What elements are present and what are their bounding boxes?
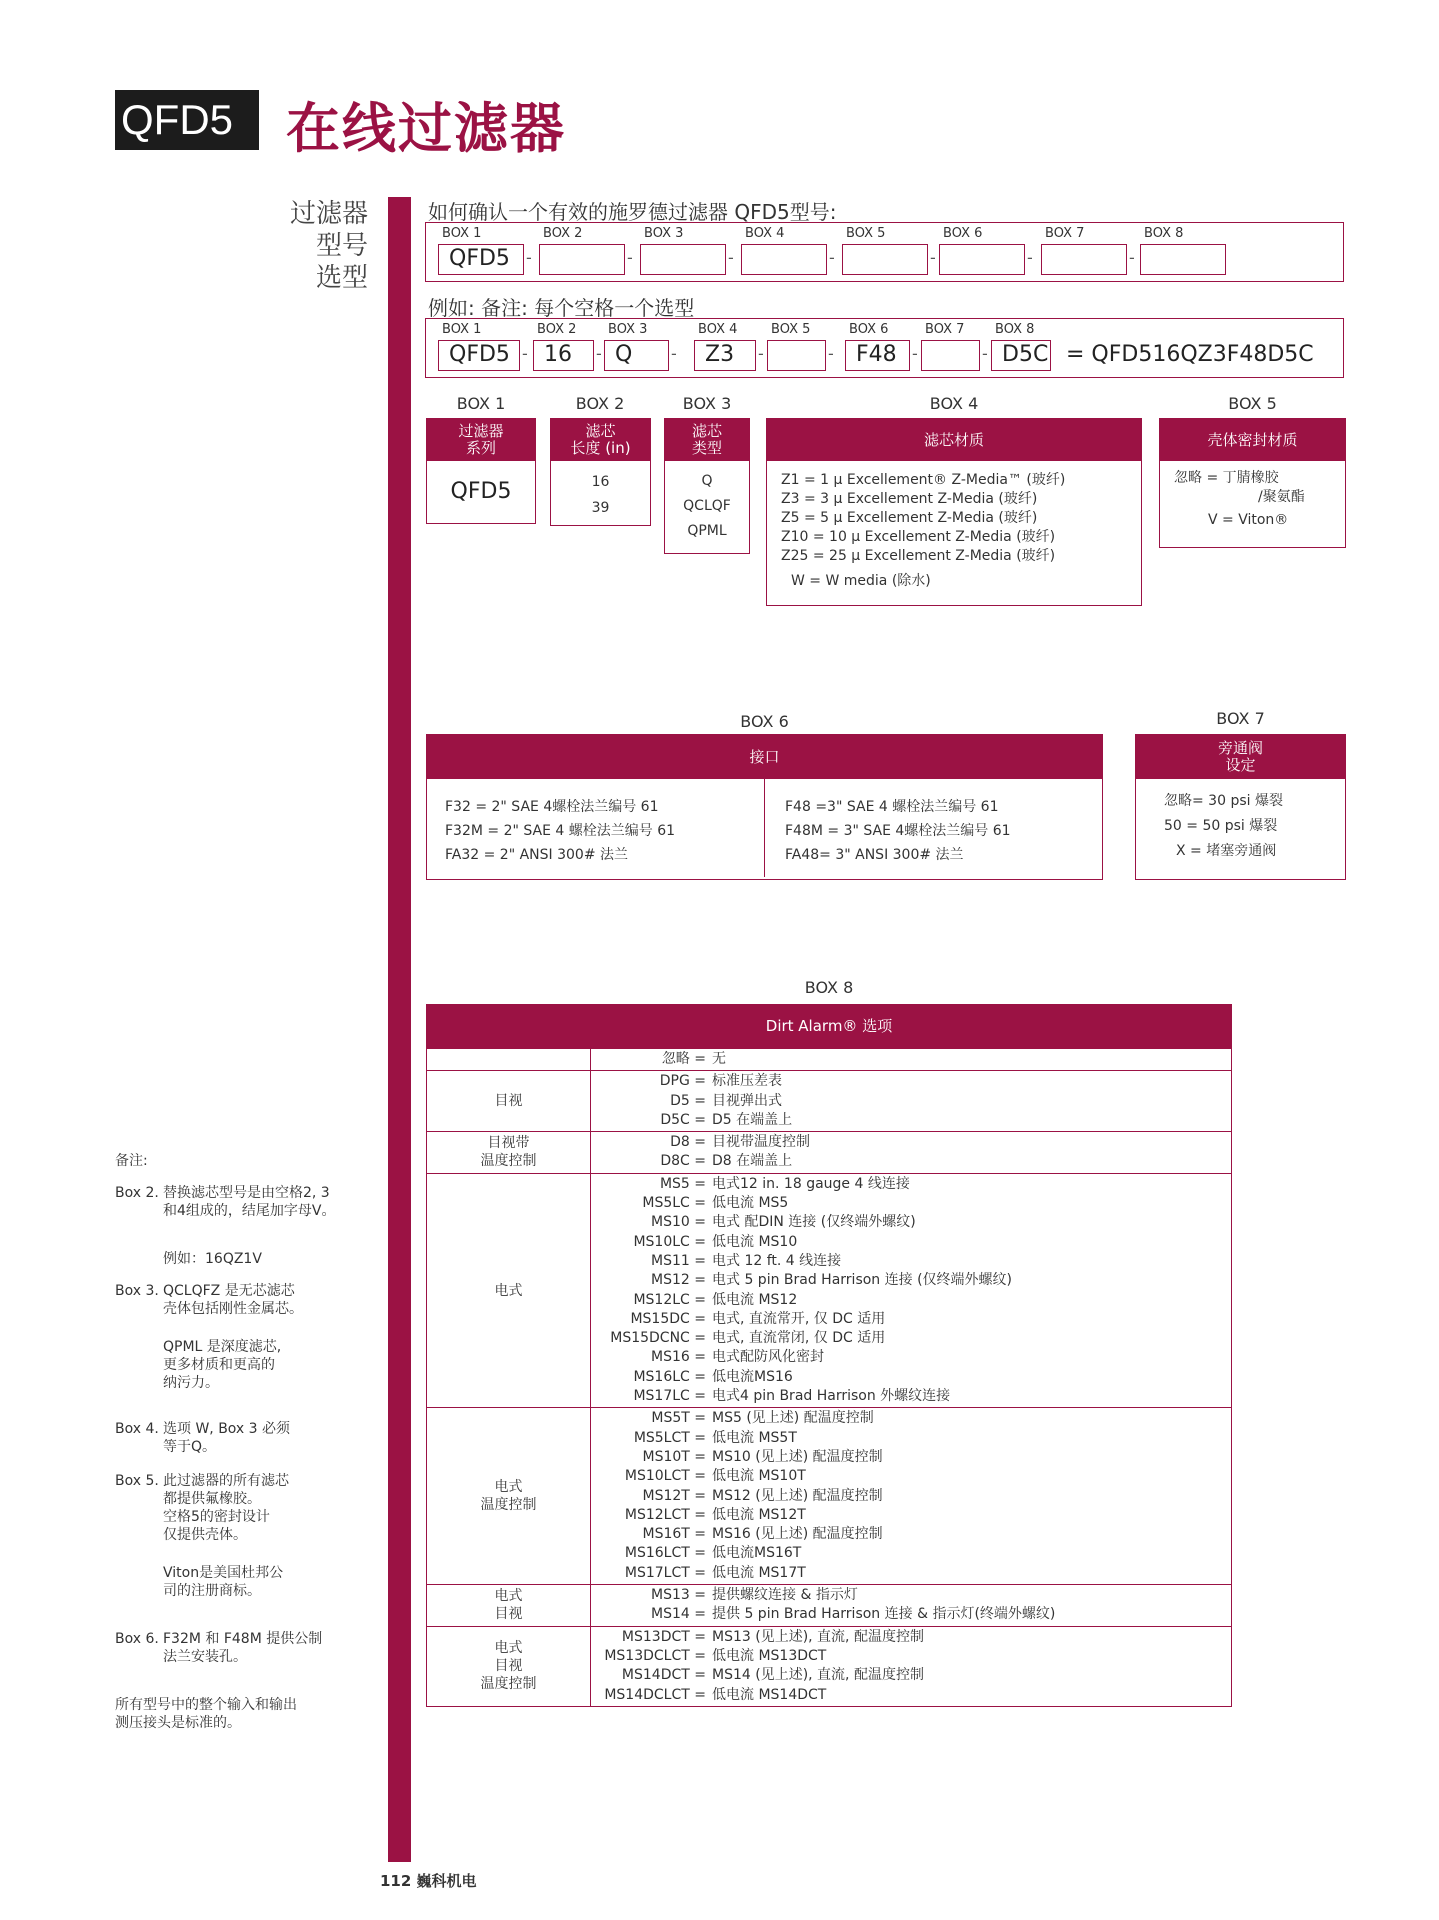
note-line: QPML 是深度滤芯, [163, 1339, 282, 1355]
box8-row [427, 1585, 1232, 1627]
example-slot[interactable] [767, 340, 826, 371]
example-slot-value: 16 [544, 342, 572, 367]
box8-options [591, 1071, 1232, 1132]
box8-option-code: MS5LC = [642, 1195, 706, 1212]
box8-panel [426, 1004, 1232, 1707]
note-line: 所有型号中的整个输入和输出 [115, 1697, 297, 1713]
box8-option-desc: 标准压差表 [712, 1073, 782, 1090]
example-slot[interactable] [438, 340, 520, 371]
box8-row [427, 1173, 1232, 1408]
box8-option [591, 1233, 1227, 1252]
box8-option-desc: 低电流MS16T [712, 1545, 802, 1562]
box8-category-line: 电式 [494, 1282, 523, 1299]
box3-item: QPML [687, 523, 727, 539]
box8-option-desc: D8 在端盖上 [712, 1153, 793, 1170]
box7-item: 50 = 50 psi 爆裂 [1164, 818, 1278, 834]
box3-caption: BOX 3 [682, 394, 732, 413]
side-title [290, 198, 368, 294]
box8-option-code: MS11 = [651, 1252, 706, 1269]
box8-option-code: MS13 = [651, 1587, 706, 1604]
box8-option-desc: 提供螺纹连接 & 指示灯 [712, 1587, 858, 1604]
example-separator: - [828, 344, 834, 363]
note-line: 替换滤芯型号是由空格2, 3 [163, 1185, 330, 1201]
selector-separator: - [1027, 248, 1033, 267]
box6-item: F48 =3" SAE 4 螺栓法兰编号 61 [785, 799, 999, 815]
box8-option-code: DPG = [659, 1073, 706, 1090]
box8-option [591, 1329, 1227, 1348]
box8-category-line: 温度控制 [480, 1153, 537, 1170]
selector-separator: - [728, 248, 734, 267]
box6-item: FA32 = 2" ANSI 300# 法兰 [445, 847, 629, 863]
selector-box-label: BOX 5 [846, 226, 886, 241]
example-box-label: BOX 1 [442, 322, 482, 337]
box8-option-desc: 低电流 MS12T [712, 1506, 806, 1523]
box8-option [591, 1387, 1227, 1406]
example-slot[interactable] [533, 340, 594, 371]
box8-option-desc: MS12 (见上述) 配温度控制 [712, 1487, 883, 1504]
model-badge: QFD5 [115, 90, 259, 150]
example-slot-value: QFD5 [449, 342, 510, 367]
box5-caption: BOX 5 [1228, 394, 1277, 413]
example-slot-value: F48 [856, 342, 897, 367]
box8-option-desc: 无 [712, 1051, 726, 1067]
box8-option-desc: D5 在端盖上 [712, 1111, 793, 1128]
example-slot-value: Q [615, 342, 633, 367]
note-line: 空格5的密封设计 [163, 1509, 270, 1525]
example-slot[interactable] [694, 340, 756, 371]
box8-option [591, 1152, 1227, 1171]
box8-category-line: 目视 [494, 1093, 523, 1110]
box6-item: F48M = 3" SAE 4螺栓法兰编号 61 [785, 823, 1011, 839]
example-box-label: BOX 5 [771, 322, 811, 337]
box8-row [427, 1132, 1232, 1174]
note-key: Box 3. [115, 1283, 159, 1299]
box8-option [591, 1525, 1227, 1544]
box8-option-desc: 低电流 MS12 [712, 1291, 798, 1308]
box4-item: Z25 = 25 μ Excellement Z-Media (玻纤) [781, 548, 1056, 564]
selector-box-label: BOX 4 [745, 226, 785, 241]
box8-option-desc: 提供 5 pin Brad Harrison 连接 & 指示灯(终端外螺纹) [712, 1606, 1056, 1623]
box8-options [591, 1585, 1232, 1627]
box8-option-code: MS17LC = [633, 1388, 706, 1405]
box8-row [427, 1408, 1232, 1585]
selector-box-label: BOX 7 [1045, 226, 1085, 241]
box8-option-code: D5C = [660, 1111, 706, 1128]
selector-heading: 如何确认一个有效的施罗德过滤器 QFD5型号: [428, 200, 837, 224]
note-line: F32M 和 F48M 提供公制 [163, 1631, 323, 1647]
box6-header: 接口 [427, 735, 1102, 779]
example-result: = QFD516QZ3F48D5C [1066, 342, 1314, 367]
example-separator: - [758, 344, 764, 363]
box4-item: Z5 = 5 μ Excellement Z-Media (玻纤) [781, 510, 1038, 526]
side-title-line: 选型 [315, 263, 368, 293]
box8-option [591, 1564, 1227, 1583]
box1-value: QFD5 [450, 479, 512, 504]
box7-header [1136, 735, 1345, 779]
box3-header-line: 滤芯 [691, 422, 722, 440]
selector-slot[interactable] [1140, 244, 1226, 275]
box3-header [665, 419, 749, 461]
box3-panel [664, 418, 750, 554]
box6-panel [426, 734, 1103, 880]
box8-option-code: MS5LCT = [633, 1429, 706, 1446]
box5-item: 忽略 = 丁腈橡胶 [1174, 470, 1279, 486]
note-line: 司的注册商标。 [163, 1583, 261, 1599]
box8-row [427, 1049, 1232, 1071]
example-slot[interactable] [921, 340, 980, 371]
box8-option-code: D8 = [670, 1134, 706, 1151]
selector-box-label: BOX 3 [644, 226, 684, 241]
box2-header-line: 长度 (in) [570, 439, 631, 457]
box8-option [591, 1605, 1227, 1624]
note-box5 [115, 1472, 375, 1600]
box8-option-code: MS16 = [651, 1349, 706, 1366]
box8-option-code: MS14DCLCT = [604, 1686, 706, 1703]
box7-item: 忽略= 30 psi 爆裂 [1164, 793, 1283, 809]
box8-option [591, 1050, 1227, 1069]
box4-item: W = W media (除水) [791, 573, 931, 589]
box8-option-code: D5 = [670, 1092, 706, 1109]
box8-option-desc: 低电流 MS5 [712, 1195, 789, 1212]
box8-option-code: MS5 = [659, 1175, 706, 1192]
box8-options [591, 1626, 1232, 1706]
example-separator: - [671, 344, 677, 363]
box1-header-line: 系列 [465, 439, 496, 457]
box8-option [591, 1628, 1227, 1647]
box8-option-code: MS12LCT = [624, 1506, 706, 1523]
note-line: QCLQFZ 是无芯滤芯 [163, 1283, 295, 1299]
box6-caption: BOX 6 [740, 712, 789, 731]
selector-slot-value: QFD5 [449, 246, 510, 271]
box8-option-code: MS10T = [642, 1448, 706, 1465]
box8-option [591, 1506, 1227, 1525]
box8-option [591, 1686, 1227, 1705]
box8-row [427, 1626, 1232, 1706]
box5-panel [1159, 418, 1346, 548]
box8-option-code: MS16T = [642, 1526, 706, 1543]
box7-header-line: 旁通阀 [1217, 739, 1263, 757]
box8-category-line: 目视带 [487, 1135, 530, 1152]
box8-option-desc: 电式 配DIN 连接 (仅终端外螺纹) [712, 1214, 916, 1231]
box8-category-line: 温度控制 [480, 1676, 537, 1693]
box8-options [591, 1173, 1232, 1408]
example-slot[interactable] [845, 340, 910, 371]
note-box3 [115, 1282, 375, 1392]
box8-option-desc: 低电流 MS10 [712, 1233, 798, 1250]
box8-option [591, 1348, 1227, 1367]
box8-option [591, 1544, 1227, 1563]
box8-caption: BOX 8 [804, 978, 854, 997]
box8-header: Dirt Alarm® 选项 [426, 1004, 1232, 1048]
box8-option-desc: MS10 (见上述) 配温度控制 [712, 1448, 883, 1465]
selector-box-label: BOX 6 [943, 226, 983, 241]
box8-options [591, 1408, 1232, 1585]
box8-option-desc: 目视弹出式 [712, 1092, 782, 1109]
box8-option-desc: MS16 (见上述) 配温度控制 [712, 1526, 883, 1543]
box8-option [591, 1409, 1227, 1428]
example-slot-value: D5C [1002, 342, 1049, 367]
box8-category [427, 1585, 591, 1627]
box8-option-desc: MS5 (见上述) 配温度控制 [712, 1410, 874, 1427]
note-line: 法兰安装孔。 [163, 1649, 247, 1665]
box8-option-desc: MS14 (见上述), 直流, 配温度控制 [712, 1667, 924, 1684]
box8-option-code: MS14 = [651, 1606, 706, 1623]
box8-option [591, 1647, 1227, 1666]
box8-option-code: MS16LC = [633, 1368, 706, 1385]
box8-option-desc: 电式12 in. 18 gauge 4 线连接 [712, 1175, 910, 1192]
box8-option [591, 1111, 1227, 1130]
box8-category-line: 温度控制 [480, 1497, 537, 1514]
selector-slot[interactable] [539, 244, 625, 275]
example-box-label: BOX 3 [608, 322, 648, 337]
example-separator: - [596, 344, 602, 363]
note-line: 此过滤器的所有滤芯 [163, 1473, 289, 1489]
selector-separator: - [627, 248, 633, 267]
side-title-line: 型号 [315, 231, 368, 261]
box8-category [427, 1049, 591, 1071]
page-footer [380, 1870, 477, 1891]
box8-option-desc: 电式4 pin Brad Harrison 外螺纹连接 [712, 1388, 951, 1405]
box5-item: V = Viton® [1208, 512, 1289, 528]
box8-option [591, 1213, 1227, 1232]
note-line: 等于Q。 [163, 1439, 217, 1455]
selector-separator: - [526, 248, 532, 267]
box8-category-line: 电式 [494, 1588, 523, 1605]
box8-option-desc: 低电流 MS13DCT [712, 1647, 827, 1664]
box7-header-line: 设定 [1225, 756, 1256, 774]
box8-option [591, 1291, 1227, 1310]
example-box-label: BOX 6 [849, 322, 889, 337]
selector-slot[interactable] [939, 244, 1025, 275]
box8-option-code: MS12 = [651, 1272, 706, 1289]
selector-box-label: BOX 1 [442, 226, 482, 241]
box8-option-code: MS15DC = [630, 1310, 706, 1327]
note-line: 纳污力。 [163, 1375, 219, 1391]
note-key: Box 6. [115, 1631, 159, 1647]
selector-slot[interactable] [438, 244, 524, 275]
box8-option-desc: 电式配防风化密封 [712, 1349, 824, 1366]
box8-option [591, 1133, 1227, 1152]
box6-item: F32M = 2" SAE 4 螺栓法兰编号 61 [445, 823, 676, 839]
box2-item: 39 [591, 500, 610, 516]
box3-item: QCLQF [683, 498, 731, 514]
box8-option [591, 1467, 1227, 1486]
box8-category [427, 1626, 591, 1706]
note-line: 和4组成的，结尾加字母V。 [163, 1203, 336, 1219]
box4-caption: BOX 4 [929, 394, 979, 413]
box8-options [591, 1049, 1232, 1071]
page-title: 在线过滤器 [286, 97, 566, 160]
box3-header-line: 类型 [691, 439, 722, 457]
box8-category-line: 电式 [494, 1479, 523, 1496]
box8-option-code: MS10LC = [633, 1233, 706, 1250]
box8-option-code: MS15DCNC = [610, 1330, 706, 1347]
box8-option [591, 1448, 1227, 1467]
selector-box-label: BOX 8 [1144, 226, 1184, 241]
box8-category [427, 1408, 591, 1585]
box4-item: Z1 = 1 μ Excellement® Z-Media™ (玻纤) [781, 472, 1066, 488]
box8-row [427, 1071, 1232, 1132]
box8-option-desc: 电式 5 pin Brad Harrison 连接 (仅终端外螺纹) [712, 1272, 1013, 1289]
box8-option-code: MS17LCT = [624, 1564, 706, 1581]
example-slot[interactable] [604, 340, 669, 371]
box5-item: /聚氨酯 [1258, 489, 1305, 505]
box8-option-desc: 低电流 MS14DCT [712, 1686, 827, 1703]
box4-item: Z3 = 3 μ Excellement Z-Media (玻纤) [781, 491, 1038, 507]
box8-option-desc: 电式, 直流常开, 仅 DC 适用 [712, 1310, 886, 1327]
example-box-label: BOX 4 [698, 322, 738, 337]
box8-option [591, 1310, 1227, 1329]
box8-option-code: MS14DCT = [621, 1667, 706, 1684]
example-separator: - [912, 344, 918, 363]
box8-category [427, 1132, 591, 1174]
box8-option [591, 1487, 1227, 1506]
box8-category-line: 目视 [494, 1606, 523, 1623]
note-final [115, 1696, 375, 1732]
selector-slot[interactable] [842, 244, 928, 275]
box8-option-code: MS13DCT = [621, 1628, 706, 1645]
box8-option-desc: 目视带温度控制 [712, 1134, 810, 1151]
example-box-label: BOX 2 [537, 322, 577, 337]
box8-option-code: MS12T = [642, 1487, 706, 1504]
box3-item: Q [701, 473, 713, 489]
selector-slot[interactable] [741, 244, 827, 275]
box6-item: F32 = 2" SAE 4螺栓法兰编号 61 [445, 799, 659, 815]
selector-slot[interactable] [640, 244, 726, 275]
box8-option-code: MS10LCT = [624, 1468, 706, 1485]
box1-header-line: 过滤器 [458, 422, 504, 440]
box8-option [591, 1429, 1227, 1448]
note-line: 壳体包括刚性金属芯。 [163, 1301, 303, 1317]
selector-separator: - [1129, 248, 1135, 267]
example-heading: 例如: 备注: 每个空格一个选型 [428, 296, 695, 320]
example-box-label: BOX 7 [925, 322, 965, 337]
box8-option-code: MS5T = [651, 1410, 706, 1427]
box8-option-desc: 低电流 MS5T [712, 1429, 797, 1446]
note-box2 [115, 1184, 375, 1220]
box4-panel [766, 418, 1142, 606]
box2-caption: BOX 2 [575, 394, 625, 413]
box8-table [426, 1048, 1232, 1707]
box1-panel [426, 418, 536, 524]
box8-option-code: MS10 = [651, 1214, 706, 1231]
box2-panel [550, 418, 651, 526]
selector-slot[interactable] [1041, 244, 1127, 275]
note-key: Box 5. [115, 1473, 159, 1489]
note-line: 测压接头是标准的。 [115, 1715, 241, 1731]
box8-option [591, 1194, 1227, 1213]
note-example: 例如：16QZ1V [163, 1251, 262, 1267]
box8-option [591, 1666, 1227, 1685]
box8-option-code: D8C = [660, 1153, 706, 1170]
box8-category [427, 1071, 591, 1132]
box8-option [591, 1271, 1227, 1290]
box2-header [551, 419, 650, 461]
box4-header: 滤芯材质 [767, 419, 1141, 461]
example-separator: - [982, 344, 988, 363]
box6-item: FA48= 3" ANSI 300# 法兰 [785, 847, 964, 863]
example-slot[interactable] [991, 340, 1051, 371]
box8-option-code: MS16LCT = [624, 1545, 706, 1562]
box8-option-desc: 低电流MS16 [712, 1368, 793, 1385]
notes-title: 备注: [115, 1153, 148, 1169]
side-title-line: 过滤器 [289, 199, 368, 229]
note-box6 [115, 1630, 375, 1666]
box8-option [591, 1368, 1227, 1387]
note-line: 更多材质和更高的 [163, 1357, 275, 1373]
box5-header: 壳体密封材质 [1160, 419, 1345, 461]
box8-option [591, 1252, 1227, 1271]
company-name: 巍科机电 [416, 1872, 477, 1890]
box2-item: 16 [591, 474, 610, 490]
note-key: Box 2. [115, 1185, 159, 1201]
box1-caption: BOX 1 [456, 394, 506, 413]
box8-option [591, 1175, 1227, 1194]
box8-option-desc: 电式 12 ft. 4 线连接 [712, 1252, 842, 1269]
box8-option-desc: 低电流 MS10T [712, 1468, 806, 1485]
selector-box-label: BOX 2 [543, 226, 583, 241]
accent-bar [388, 197, 411, 1862]
note-key: Box 4. [115, 1421, 159, 1437]
box8-option-desc: 电式, 直流常闭, 仅 DC 适用 [712, 1330, 886, 1347]
example-box-label: BOX 8 [995, 322, 1035, 337]
box4-item: Z10 = 10 μ Excellement Z-Media (玻纤) [781, 529, 1056, 545]
note-box4 [115, 1420, 375, 1456]
box2-header-line: 滤芯 [585, 422, 616, 440]
box7-caption: BOX 7 [1216, 709, 1265, 728]
example-slot-value: Z3 [705, 342, 735, 367]
note-line: 选项 W, Box 3 必须 [163, 1421, 291, 1437]
box8-option-desc: 低电流 MS17T [712, 1564, 806, 1581]
selector-separator: - [829, 248, 835, 267]
box8-category-line: 电式 [494, 1640, 523, 1657]
box8-option-code: MS13DCLCT = [604, 1647, 706, 1664]
notes [115, 1152, 375, 1732]
note-line: Viton是美国杜邦公 [163, 1565, 284, 1581]
box8-option-desc: MS13 (见上述), 直流, 配温度控制 [712, 1628, 924, 1645]
note-line: 都提供氟橡胶。 [163, 1491, 261, 1507]
box8-option [591, 1092, 1227, 1111]
note-line: 仅提供壳体。 [163, 1527, 247, 1543]
box8-category-line: 目视 [494, 1658, 523, 1675]
box7-item: X = 堵塞旁通阀 [1176, 843, 1277, 859]
example-separator: - [522, 344, 528, 363]
box8-option-code: MS12LC = [633, 1291, 706, 1308]
box8-category [427, 1173, 591, 1408]
box8-option [591, 1072, 1227, 1091]
box7-panel [1135, 734, 1346, 880]
box8-option-code: 忽略 = [661, 1051, 706, 1067]
page-number: 112 [380, 1872, 412, 1890]
box1-header [427, 419, 535, 461]
box8-option [591, 1586, 1227, 1605]
selector-separator: - [930, 248, 936, 267]
box8-options [591, 1132, 1232, 1174]
